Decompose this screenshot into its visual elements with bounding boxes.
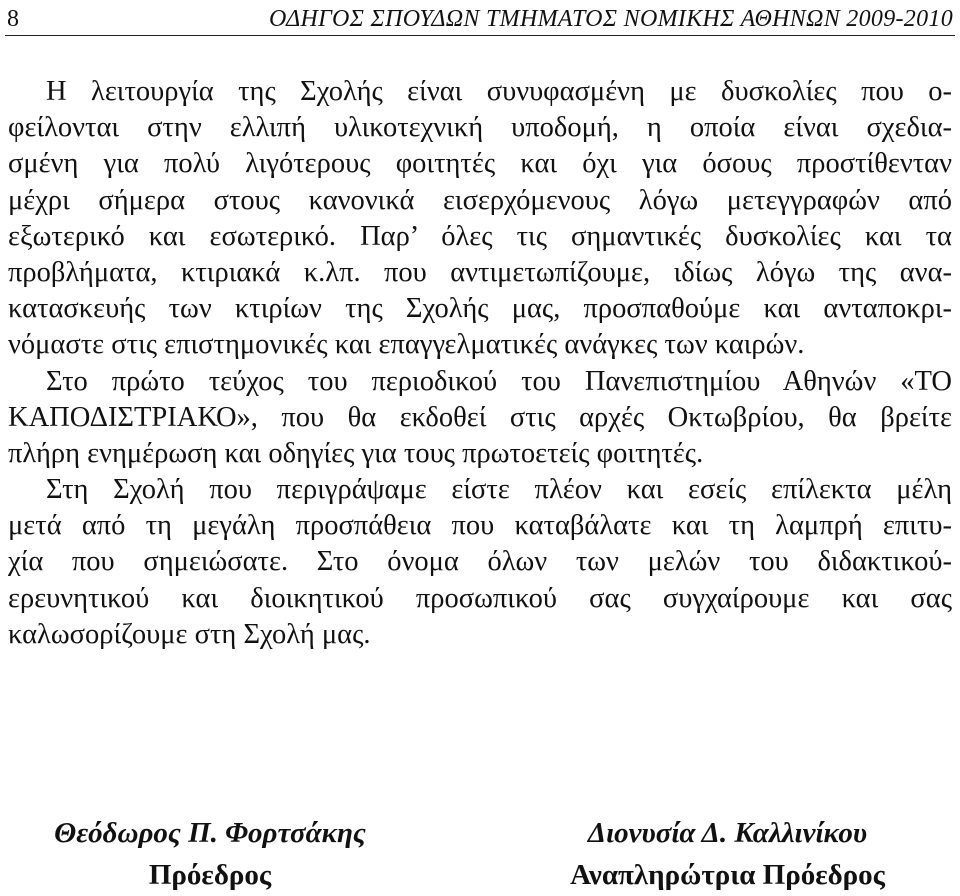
signature-role: Αναπληρώτρια Πρόεδρος — [570, 859, 885, 891]
text-line: Η λειτουργία της Σχολής είναι συνυφασμένη με δυσκολίες που ο- — [46, 76, 952, 107]
signature-dean — [20, 812, 400, 896]
text-line: κατασκευής των κτιρίων της Σχολής μας, προσπαθούμε και ανταποκρι- — [8, 293, 952, 325]
text-line: ερευνητικού και διοικητικού προσωπικού σας συγχαίρουμε και σας — [8, 582, 952, 614]
signature-role: Πρόεδρος — [148, 859, 272, 891]
text-line: μετά από τη μεγάλη προσπάθεια που καταβάλατε και τη λαμπρή επιτυ- — [8, 510, 952, 542]
text-line: μέχρι σήμερα στους κανονικά εισερχόμενους λόγω μετεγγραφών από — [8, 184, 952, 216]
page-number: 8 — [7, 6, 19, 32]
text-line: εξωτερικό και εσωτερικό. Παρ’ όλες τις σημαντικές δυσκολίες και τα — [8, 220, 952, 252]
text-line: σμένη για πολύ λιγότερους φοιτητές και όχι για όσους προστίθενταν — [8, 148, 952, 180]
page-header — [5, 3, 955, 36]
text-line: προβλήματα, κτιριακά κ.λπ. που αντιμετωπίζουμε, ιδίως λόγω της ανα- — [8, 256, 952, 288]
text-line: Στο πρώτο τεύχος του περιοδικού του Πανεπιστημίου Αθηνών «ΤΟ — [46, 365, 952, 397]
signature-vice-dean — [550, 812, 905, 896]
text-line: καλωσορίζουμε στη Σχολή μας. — [8, 618, 371, 650]
text-line: Στη Σχολή που περιγράψαμε είστε πλέον και εσείς επίλεκτα μέλη — [46, 474, 952, 506]
body-text — [8, 74, 952, 653]
text-line: ΚΑΠΟΔΙΣΤΡΙΑΚΟ», που θα εκδοθεί στις αρχές Οκτωβρίου, θα βρείτε — [8, 401, 952, 433]
text-line: χία που σημειώσατε. Στο όνομα όλων των μελών του διδακτικού- — [8, 546, 952, 578]
running-title: ΟΔΗΓΟΣ ΣΠΟΥΔΩΝ ΤΜΗΜΑΤΟΣ ΝΟΜΙΚΗΣ ΑΘΗΝΩΝ 2009-2010 — [269, 6, 953, 32]
signature-name: Θεόδωρος Π. Φορτσάκης — [54, 817, 366, 849]
signature-name: Διονυσία Δ. Καλλινίκου — [587, 817, 868, 849]
text-line: πλήρη ενημέρωση και οδηγίες για τους πρωτοετείς φοιτητές. — [8, 437, 704, 469]
text-line: νόμαστε στις επιστημονικές και επαγγελματικές ανάγκες των καιρών. — [8, 329, 805, 361]
text-line: φείλονται στην ελλιπή υλικοτεχνική υποδομή, η οποία είναι σχεδια- — [8, 112, 952, 144]
